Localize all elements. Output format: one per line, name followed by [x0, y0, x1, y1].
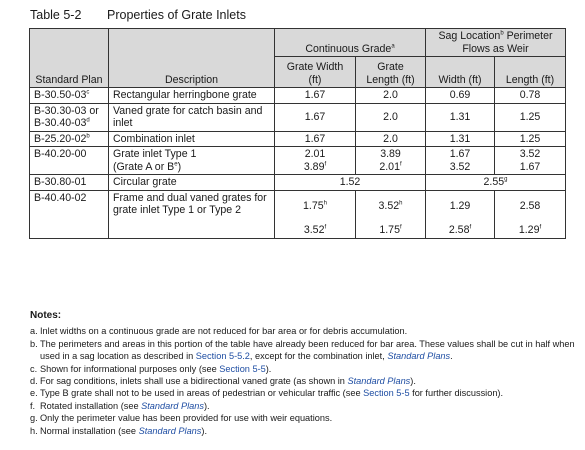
row-grate-length: 2.0 — [356, 131, 426, 147]
table-row — [30, 131, 566, 147]
row-grate-width: 1.67 — [275, 88, 356, 104]
row-description: Vaned grate for catch basin and inlet — [109, 103, 275, 131]
grate-properties-table — [29, 28, 566, 239]
header-sag-location: Sag Location$^b$ Perimeter Flows as Weir — [426, 29, 566, 57]
note-c: c. Shown for informational purposes only (see Section 5-5). — [30, 363, 272, 374]
note-h: h. Normal installation (see Standard Plans). — [30, 425, 208, 436]
table-row — [30, 175, 566, 191]
notes-title: Notes: — [30, 310, 62, 321]
header-row-1 — [30, 29, 566, 57]
row-grate-length: 2.0 — [356, 88, 426, 104]
row-plan: B-30.30-03 or B-30.40-03$^d$ — [30, 103, 109, 131]
header-grate-length: Grate Length (ft) — [356, 57, 426, 88]
row-grate-width: 1.67 — [275, 131, 356, 147]
note-a: a. Inlet widths on a continuous grade are not reduced for bar area or for debris accumulation. — [30, 326, 408, 337]
row-grate-width: 2.01 3.89$^f$ — [275, 147, 356, 175]
header-standard-plan: Standard Plan — [30, 29, 109, 88]
header-grate-width: Grate Width (ft) — [275, 57, 356, 88]
row-sag-length: 1.25 — [495, 103, 566, 131]
table-title: Properties of Grate Inlets — [107, 8, 246, 22]
row-description: Combination inlet — [109, 131, 275, 147]
row-description: Circular grate — [109, 175, 275, 191]
table-row — [30, 103, 566, 131]
note-g: g. Only the perimeter value has been provided for use with weir equations. — [30, 413, 333, 424]
section-5-5-link[interactable]: Section 5-5 — [219, 363, 266, 374]
section-5-5-2-link[interactable]: Section 5-5.2 — [195, 351, 250, 362]
row-sag-combined: 2.55$^g$ — [426, 175, 566, 191]
row-sag-width: 1.29 2.58$^f$ — [426, 190, 495, 238]
row-description: Grate inlet Type 1 (Grate A or $B^e$) — [109, 147, 275, 175]
row-description: Rectangular herringbone grate — [109, 88, 275, 104]
table-row — [30, 147, 566, 175]
row-sag-width: 1.31 — [426, 103, 495, 131]
note-b: b. The perimeters and areas in this portion of the table have already been reduced for bar area. These values shall be cut in half when used in a sag location as described in Section 5-5.2, except for the combination inlet, Standard Plans. — [30, 338, 575, 362]
row-plan: B-25.20-02$^b$ — [30, 131, 109, 147]
row-description: Frame and dual vaned grates for grate inlet Type 1 or Type 2 — [109, 190, 275, 238]
row-plan: B-40.40-02 — [30, 190, 109, 238]
row-grate-length: 3.52$^h$ 1.75$^f$ — [356, 190, 426, 238]
row-sag-width: 1.31 — [426, 131, 495, 147]
table-caption — [30, 8, 246, 22]
header-description: Description — [109, 29, 275, 88]
row-sag-length: 1.25 — [495, 131, 566, 147]
row-grate-width: 1.75$^h$ 3.52$^f$ — [275, 190, 356, 238]
row-plan: B-30.80-01 — [30, 175, 109, 191]
table-row — [30, 190, 566, 238]
table-number: Table 5-2 — [30, 8, 82, 22]
row-sag-width: 1.67 3.52 — [426, 147, 495, 175]
note-d: d. For sag conditions, inlets shall use a bidirectional vaned grate (as shown in Standard Plans). — [30, 376, 416, 387]
row-sag-length: 2.58 1.29$^f$ — [495, 190, 566, 238]
row-grate-combined: 1.52 — [275, 175, 426, 191]
row-sag-length: 3.52 1.67 — [495, 147, 566, 175]
row-sag-length: 0.78 — [495, 88, 566, 104]
standard-plans-link[interactable]: Standard Plans — [138, 425, 202, 436]
note-e: e. Type B grate shall not to be used in areas of pedestrian or vehicular traffic (see Section 5-5 for further discussion). — [30, 388, 504, 399]
row-grate-length: 3.89 2.01$^f$ — [356, 147, 426, 175]
table-notes — [30, 310, 585, 437]
header-sag-width: Width (ft) — [426, 57, 495, 88]
note-f: f. Rotated installation (see Standard Plans). — [30, 400, 210, 411]
row-plan: B-30.50-03$^c$ — [30, 88, 109, 104]
standard-plans-link[interactable]: Standard Plans — [347, 376, 411, 387]
header-continuous-grade: Continuous Grade$^a$ — [275, 29, 426, 57]
row-grate-length: 2.0 — [356, 103, 426, 131]
standard-plans-link[interactable]: Standard Plans — [387, 351, 451, 362]
section-5-5-link[interactable]: Section 5-5 — [363, 388, 410, 399]
table-row — [30, 88, 566, 104]
header-sag-length: Length (ft) — [495, 57, 566, 88]
row-sag-width: 0.69 — [426, 88, 495, 104]
row-plan: B-40.20-00 — [30, 147, 109, 175]
standard-plans-link[interactable]: Standard Plans — [141, 400, 204, 411]
row-grate-width: 1.67 — [275, 103, 356, 131]
